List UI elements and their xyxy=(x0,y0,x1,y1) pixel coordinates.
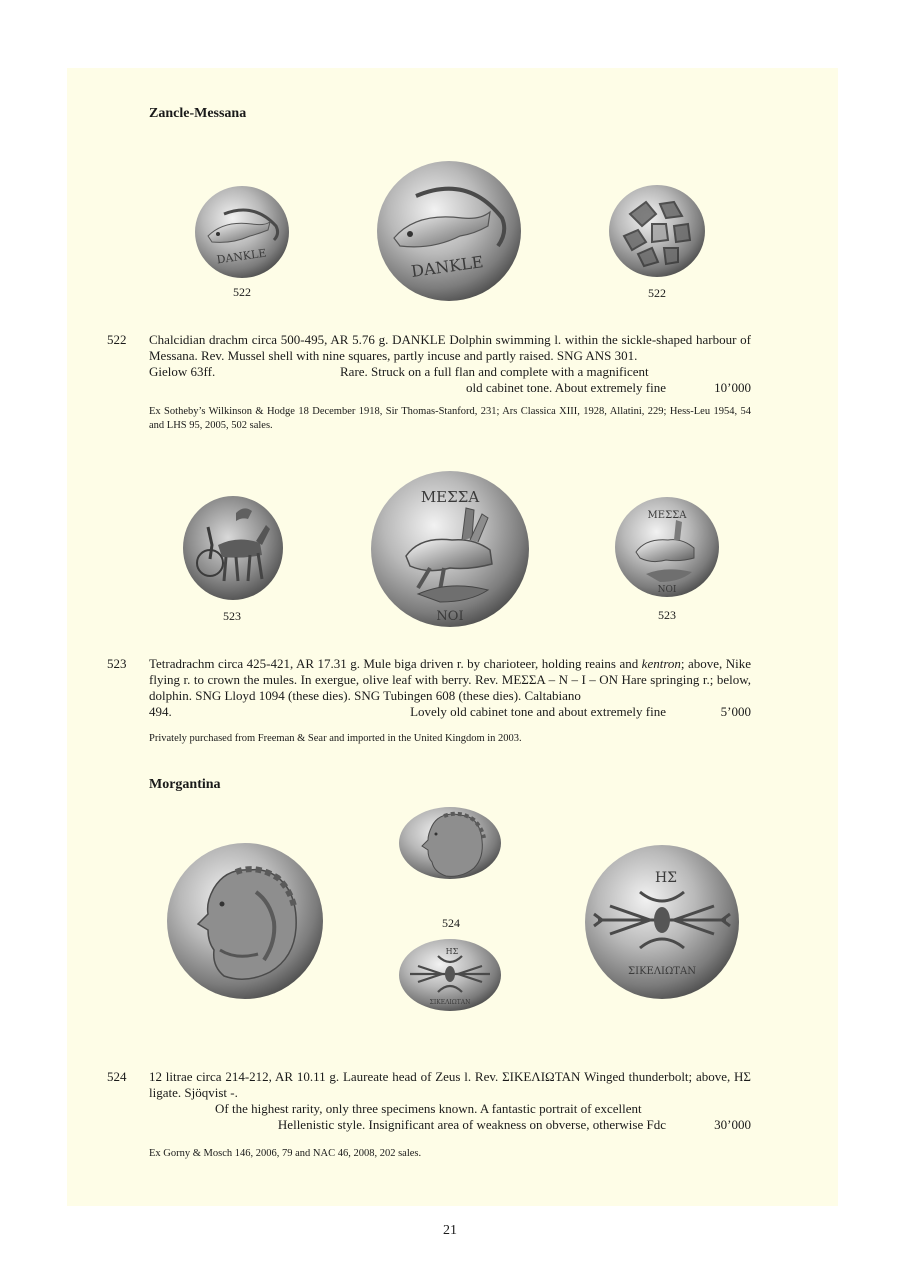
lot-provenance: Ex Sotheby’s Wilkinson & Hodge 18 December 1918, Sir Thomas-Stanford, 231; Ars Classica XIII, 1928, Allatini, 229; Hess-Leu 1954, 54 and LHS 95, 2005, 502 sales. xyxy=(149,406,751,431)
coin-522-obverse xyxy=(194,184,290,280)
coin-inscription: ΣΙΚΕΛΙΩΤΑΝ xyxy=(429,999,471,1006)
coin-label: 522 xyxy=(233,285,251,299)
lot-number: 522 xyxy=(107,332,127,347)
lot-description-line: 12 litrae circa 214-212, AR 10.11 g. Laureate head of Zeus l. Rev. ΣΙΚΕΛΙΩΤΑΝ Winged thunderbolt; above, ΗΣ ligate. Sjöqvist -. xyxy=(149,1069,751,1100)
coin-label: 523 xyxy=(658,608,676,622)
coin-524-obverse-enlarged xyxy=(166,842,324,1000)
lot-number: 524 xyxy=(107,1069,127,1084)
coin-524-obverse xyxy=(398,806,502,880)
coin-522-reverse xyxy=(608,184,706,278)
coin-inscription: ΝΟΙ xyxy=(657,585,677,595)
section-title-zancle-messana: Zancle-Messana xyxy=(149,106,247,121)
lot-description-line: Rare. Struck on a full flan and complete with a magnificent xyxy=(340,364,649,379)
lot-description-line: Of the highest rarity, only three specimens known. A fantastic portrait of excellent xyxy=(215,1101,642,1116)
coin-inscription: ΝΟΙ xyxy=(436,609,464,624)
lot-522-description xyxy=(149,332,751,396)
lot-description-line: Lovely old cabinet tone and about extremely fine xyxy=(410,704,666,719)
lot-description-line: Chalcidian drachm circa 500-495, AR 5.76 g. DANKLE Dolphin swimming l. within the sickle-shaped harbour of Messana. Rev. Mussel shell with nine squares, partly incuse and partly raised. SNG ANS 301. xyxy=(149,332,751,363)
coin-522-obverse-enlarged xyxy=(376,160,522,302)
coin-inscription: ΗΣ xyxy=(654,870,678,886)
lot-524-description xyxy=(149,1069,751,1133)
coin-inscription: ΣΙΚΕΛΙΩΤΑΝ xyxy=(628,966,696,977)
lot-price: 30’000 xyxy=(714,1117,751,1132)
section-title-morgantina: Morgantina xyxy=(149,777,221,792)
coin-523-reverse-enlarged xyxy=(370,470,530,628)
lot-price: 5’000 xyxy=(720,704,751,719)
coin-523-reverse xyxy=(614,496,720,598)
page-number: 21 xyxy=(443,1223,457,1238)
coin-inscription: DANKLE xyxy=(215,246,268,267)
coin-523-obverse xyxy=(182,495,284,601)
coin-inscription: ΗΣ xyxy=(445,947,459,956)
coin-label: 522 xyxy=(648,286,666,300)
coin-inscription: DANKLE xyxy=(409,252,485,282)
lot-description-line: ; above, Nike flying r. to crown the mules. In exergue, olive leaf with berry. Rev. ΜΕΣΣΑ – Ν – Ι – ΟΝ Hare springing r.; below, dolphin. SNG Lloyd 1094 (these dies). SNG Tubingen 608 (these dies). Caltabiano xyxy=(149,656,751,703)
lot-price: 10’000 xyxy=(714,380,751,395)
lot-description-line: Hellenistic style. Insignificant area of weakness on obverse, otherwise Fdc xyxy=(277,1117,666,1132)
lot-provenance: Privately purchased from Freeman & Sear and imported in the United Kingdom in 2003. xyxy=(149,733,522,744)
coin-inscription: ΜΕΣΣΑ xyxy=(647,510,687,521)
coin-inscription: ΜΕΣΣΑ xyxy=(420,488,480,506)
coin-label: 523 xyxy=(223,609,241,623)
lot-description-line: Tetradrachm circa 425-421, AR 17.31 g. Mule biga driven r. by charioteer, holding reains and xyxy=(149,656,642,671)
coin-label: 524 xyxy=(442,916,460,930)
lot-523-description xyxy=(149,656,751,720)
lot-description-italic: kentron xyxy=(641,656,681,671)
lot-description-line: 494. xyxy=(149,704,172,719)
coin-524-reverse-enlarged xyxy=(584,844,740,1000)
lot-description-line: Gielow 63ff. xyxy=(149,364,216,379)
coin-524-reverse xyxy=(398,938,502,1012)
lot-number: 523 xyxy=(107,656,127,671)
lot-provenance: Ex Gorny & Mosch 146, 2006, 79 and NAC 46, 2008, 202 sales. xyxy=(149,1148,422,1159)
lot-description-line: old cabinet tone. About extremely fine xyxy=(466,380,666,395)
